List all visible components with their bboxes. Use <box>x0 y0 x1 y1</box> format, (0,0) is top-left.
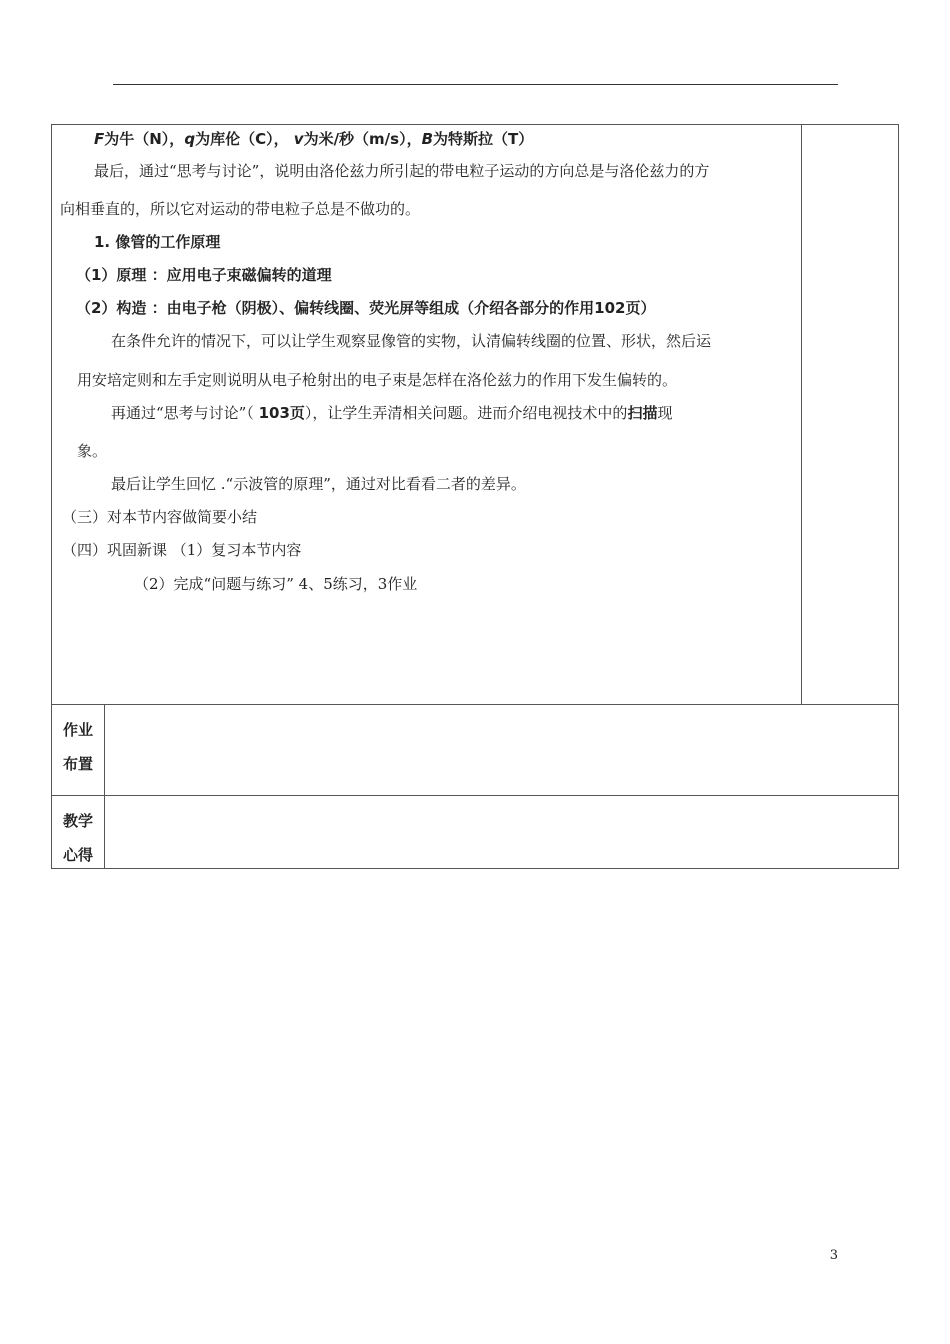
section-heading: 1. 像管的工作原理 <box>94 233 221 251</box>
paragraph-line: 最后让学生回忆 .“示波管的原理”，通过对比看看二者的差异。 <box>111 475 526 493</box>
consolidation-line: （四）巩固新课 （1）复习本节内容 <box>62 541 302 559</box>
principle-line: （1）原理 ：应用电子束磁偏转的道理 <box>76 266 332 284</box>
symbol-q: q <box>184 130 196 148</box>
paragraph-line: 象。 <box>77 442 108 460</box>
symbol-f: F <box>94 130 105 148</box>
reflection-label-cell: 教学 心得 <box>51 795 105 869</box>
page-number: 3 <box>829 1248 838 1263</box>
reflection-content-cell <box>104 795 899 869</box>
side-note-cell <box>801 124 899 705</box>
symbol-b: B <box>421 130 434 148</box>
symbol-v: v <box>293 130 304 148</box>
exercise-line: （2）完成“问题与练习” 4、5练习，3作业 <box>134 575 418 593</box>
paragraph-line: 在条件允许的情况下，可以让学生观察显像管的实物，认清偏转线圈的位置、形状，然后运 <box>111 332 712 350</box>
paragraph-line: 向相垂直的，所以它对运动的带电粒子总是不做功的。 <box>60 200 421 218</box>
paragraph-line: 再通过“思考与讨论”（ 103页），让学生弄清相关问题。进而介绍电视技术中的扫描现 <box>111 404 673 422</box>
paragraph-line: 最后，通过“思考与讨论”，说明由洛伦兹力所引起的带电粒子运动的方向总是与洛伦兹力的方 <box>94 162 710 180</box>
units-line: F为牛（N），q为库伦（C）， v为米/秒（m/s），B为特斯拉（T） <box>94 130 534 148</box>
homework-label-cell: 作业 布置 <box>51 704 105 796</box>
summary-line: （三）对本节内容做简要小结 <box>62 508 258 526</box>
header-rule <box>113 84 838 85</box>
homework-content-cell <box>104 704 899 796</box>
paragraph-line: 用安培定则和左手定则说明从电子枪射出的电子束是怎样在洛伦兹力的作用下发生偏转的。 <box>77 371 678 389</box>
structure-line: （2）构造 ：由电子枪（阴极）、偏转线圈、荧光屏等组成（介绍各部分的作用102页） <box>76 299 656 317</box>
